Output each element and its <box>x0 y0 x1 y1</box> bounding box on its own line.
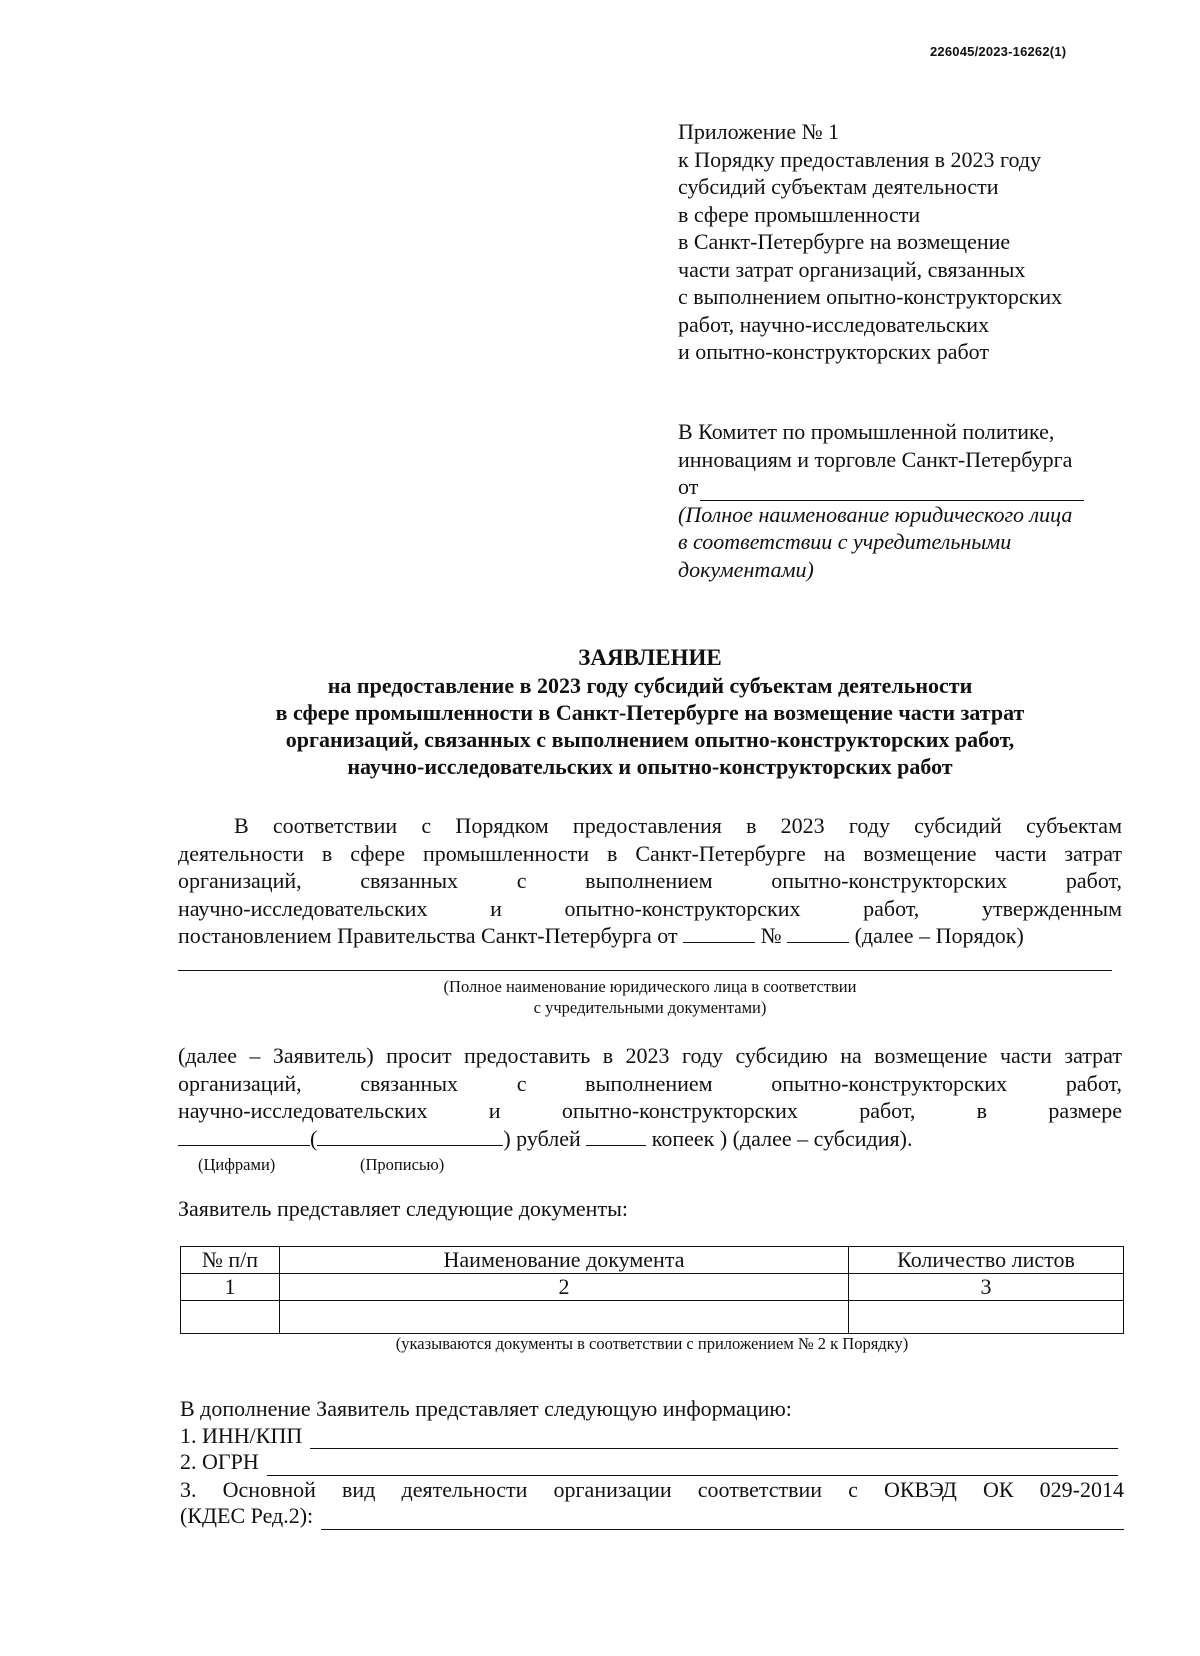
title-line: научно-исследовательских и опытно-конструкторских работ <box>347 754 953 779</box>
appendix-header <box>678 118 1158 366</box>
amount-words-blank[interactable] <box>317 1127 503 1146</box>
amount-tail: копеек ) (далее – субсидия). <box>651 1125 913 1151</box>
info-intro: В дополнение Заявитель представляет следующую информацию: <box>180 1396 792 1421</box>
table-header-row <box>181 1247 1124 1274</box>
recipient-hint: в соответствии с учредительными <box>678 529 1012 554</box>
caption-line: с учредительными документами) <box>533 998 767 1017</box>
paragraph-line: организаций, связанных с выполнением опытно-конструкторских работ, <box>178 1070 1122 1096</box>
paragraph-line: деятельности в сфере промышленности в Санкт-Петербурге на возмещение части затрат <box>178 840 1122 866</box>
amount-line <box>178 1125 1122 1153</box>
recipient-hint: документами) <box>678 556 814 582</box>
document-title <box>180 644 1120 780</box>
appendix-line: к Порядку предоставления в 2023 году <box>678 146 1042 172</box>
paragraph-line: В соответствии с Порядком предоставления в 2023 году субсидий субъектам <box>234 813 1122 838</box>
caption-line: (Полное наименование юридического лица в соответствии <box>443 977 857 996</box>
amount-rubles: ) рублей <box>503 1125 581 1151</box>
ogrn-blank-line[interactable] <box>267 1455 1118 1476</box>
inn-label: 1. ИНН/КПП <box>180 1422 303 1448</box>
caption-words: (Прописью) <box>360 1155 445 1174</box>
paragraph-request <box>178 1042 1122 1152</box>
ogrn-label: 2. ОГРН <box>180 1449 259 1474</box>
title-line: в сфере промышленности в Санкт-Петербурге на возмещение части затрат <box>275 700 1025 725</box>
okved-label: 3. Основной вид деятельности организации соответствии с ОКВЭД ОК 029-2014 <box>180 1476 1124 1502</box>
resolution-tail: (далее – Порядок) <box>854 923 1024 948</box>
table-cell: 3 <box>849 1274 1124 1301</box>
paragraph-line: научно-исследовательских и опытно-конструкторских работ, утвержденным <box>178 895 1122 921</box>
col-header-sheets: Количество листов <box>849 1247 1124 1274</box>
recipient-line: инновациям и торговле Санкт-Петербурга <box>678 446 1073 472</box>
appendix-line: субсидий субъектам деятельности <box>678 174 999 199</box>
table-cell-empty[interactable] <box>181 1301 280 1334</box>
okved-blank-line[interactable] <box>321 1509 1124 1530</box>
info-row-inn <box>180 1423 1124 1450</box>
info-row-ogrn <box>180 1449 1124 1476</box>
appendix-line: в Санкт-Петербурге на возмещение <box>678 229 1011 254</box>
table-cell: 1 <box>181 1274 280 1301</box>
inn-blank-line[interactable] <box>310 1428 1118 1449</box>
okved-label-cont: (КДЕС Ред.2): <box>180 1503 314 1528</box>
paragraph-line-resolution <box>178 922 1122 950</box>
resolution-date-blank[interactable] <box>683 924 755 943</box>
table-cell-empty[interactable] <box>849 1301 1124 1334</box>
title-heading: ЗАЯВЛЕНИЕ <box>578 645 722 670</box>
additional-info <box>180 1396 1124 1530</box>
documents-intro: Заявитель представляет следующие документы: <box>178 1196 628 1221</box>
resolution-number-label: № <box>760 923 782 948</box>
paragraph-basis <box>178 812 1122 950</box>
appendix-line: в сфере промышленности <box>678 201 921 227</box>
col-header-name: Наименование документа <box>280 1247 849 1274</box>
table-cell: 2 <box>280 1274 849 1301</box>
info-row-okved <box>180 1503 1124 1530</box>
recipient-hint: (Полное наименование юридического лица <box>678 501 1073 527</box>
resolution-text: постановлением Правительства Санкт-Петербурга от <box>178 923 678 948</box>
amount-kopecks-blank[interactable] <box>586 1127 646 1146</box>
resolution-number-blank[interactable] <box>787 924 849 943</box>
title-line: организаций, связанных с выполнением опытно-конструкторских работ, <box>285 727 1015 752</box>
applicant-name-line[interactable] <box>178 970 1112 971</box>
paragraph-line: организаций, связанных с выполнением опытно-конструкторских работ, <box>178 868 1122 893</box>
from-label: от <box>678 474 699 499</box>
appendix-line: с выполнением опытно-конструкторских <box>678 284 1063 309</box>
appendix-line: работ, научно-исследовательских <box>678 311 990 337</box>
title-line: на предоставление в 2023 году субсидий субъектам деятельности <box>327 673 973 698</box>
table-cell-empty[interactable] <box>280 1301 849 1334</box>
amount-digits-blank[interactable] <box>178 1127 310 1146</box>
documents-table <box>180 1246 1124 1334</box>
from-blank-line[interactable] <box>700 478 1084 501</box>
table-numbering-row <box>181 1274 1124 1301</box>
appendix-line: и опытно-конструкторских работ <box>678 339 989 364</box>
recipient-line: В Комитет по промышленной политике, <box>678 419 1055 444</box>
appendix-line: части затрат организаций, связанных <box>678 256 1026 282</box>
amount-open-paren: ( <box>310 1125 318 1151</box>
applicant-name-caption <box>178 976 1122 1018</box>
recipient-block <box>678 418 1118 583</box>
appendix-line: Приложение № 1 <box>678 119 840 144</box>
paragraph-line: (далее – Заявитель) просит предоставить в 2023 году субсидию на возмещение части затрат <box>178 1043 1122 1068</box>
from-field <box>678 473 1118 501</box>
table-row <box>181 1301 1124 1334</box>
document-number: 226045/2023-16262(1) <box>930 44 1067 59</box>
documents-caption: (указываются документы в соответствии с приложением № 2 к Порядку) <box>395 1334 909 1353</box>
col-header-number: № п/п <box>181 1247 280 1274</box>
caption-digits: (Цифрами) <box>198 1155 276 1174</box>
paragraph-line: научно-исследовательских и опытно-конструкторских работ, в размере <box>178 1098 1122 1123</box>
